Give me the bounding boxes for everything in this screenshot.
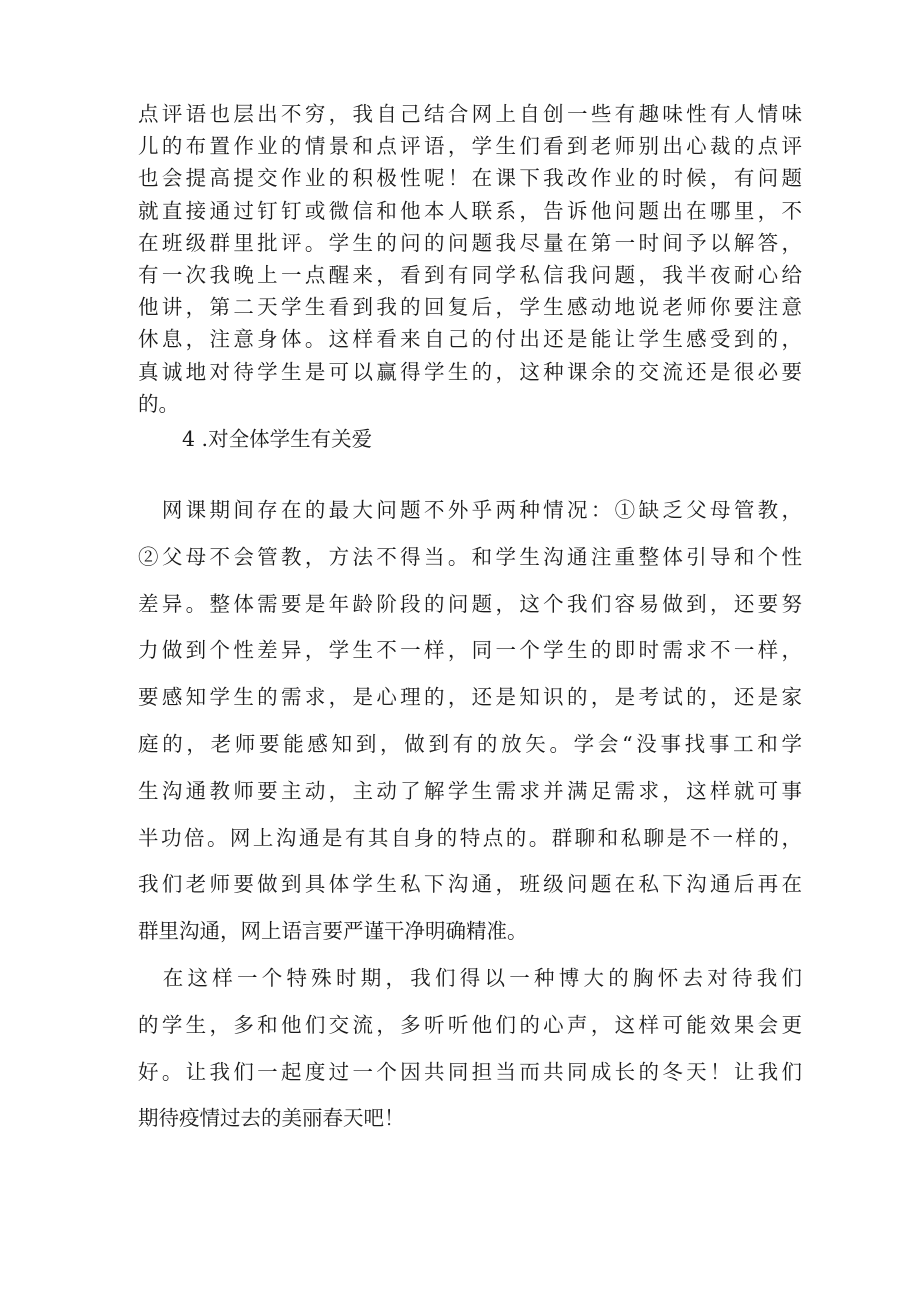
text-line: 他讲，第二天学生看到我的回复后，学生感动地说老师你要注意 (138, 295, 802, 320)
paragraph-1 (138, 98, 802, 420)
text-line: 生沟通教师要主动，主动了解学生需求并满足需求，这样就可事 (138, 778, 802, 803)
text-line: 群里沟通，网上语言要严谨干净明确精准。 (138, 919, 528, 944)
text-line: ②父母不会管教，方法不得当。和学生沟通注重整体引导和个性 (138, 544, 802, 569)
text-line: 半功倍。网上沟通是有其自身的特点的。群聊和私聊是不一样的， (138, 825, 802, 850)
text-line: 差异。整体需要是年龄阶段的问题，这个我们容易做到，还要努 (138, 591, 802, 616)
text-line: 网课期间存在的最大问题不外乎两种情况：①缺乏父母管教， (138, 498, 802, 522)
text-line: 在这样一个特殊时期，我们得以一种博大的胸怀去对待我们 (138, 966, 802, 990)
text-line: 我们老师要做到具体学生私下沟通，班级问题在私下沟通后再在 (138, 872, 802, 897)
text-line: 有一次我晚上一点醒来，看到有同学私信我问题，我半夜耐心给 (138, 262, 802, 287)
text-line: 点评语也层出不穷，我自己结合网上自创一些有趣味性有人情味 (138, 102, 802, 126)
text-line: 力做到个性差异，学生不一样，同一个学生的即时需求不一样， (138, 638, 802, 663)
text-line: 的学生，多和他们交流，多听听他们的心声，这样可能效果会更 (138, 1012, 802, 1037)
text-line: 也会提高提交作业的积极性呢！在课下我改作业的时候，有问题 (138, 166, 802, 191)
text-line: 儿的布置作业的情景和点评语，学生们看到老师别出心裁的点评 (138, 134, 802, 159)
text-line: 真诚地对待学生是可以赢得学生的，这种课余的交流还是很必要 (138, 359, 802, 384)
section-heading: 4 .对全体学生有关爱 (182, 427, 373, 451)
text-line: 好。让我们一起度过一个因共同担当而共同成长的冬天！让我们 (138, 1059, 802, 1084)
text-line: 的。 (138, 391, 179, 416)
paragraph-3 (138, 955, 802, 1142)
text-line: 休息，注意身体。这样看来自己的付出还是能让学生感受到的， (138, 327, 802, 352)
text-line: 就直接通过钉钉或微信和他本人联系，告诉他问题出在哪里，不 (138, 198, 802, 223)
text-line: 庭的，老师要能感知到，做到有的放矢。学会“没事找事工和学 (138, 731, 802, 756)
text-line: 要感知学生的需求，是心理的，还是知识的，是考试的，还是家 (138, 685, 802, 710)
text-line: 在班级群里批评。学生的问的问题我尽量在第一时间予以解答， (138, 230, 802, 255)
paragraph-2 (138, 487, 802, 955)
text-line: 期待疫情过去的美丽春天吧！ (138, 1106, 405, 1131)
